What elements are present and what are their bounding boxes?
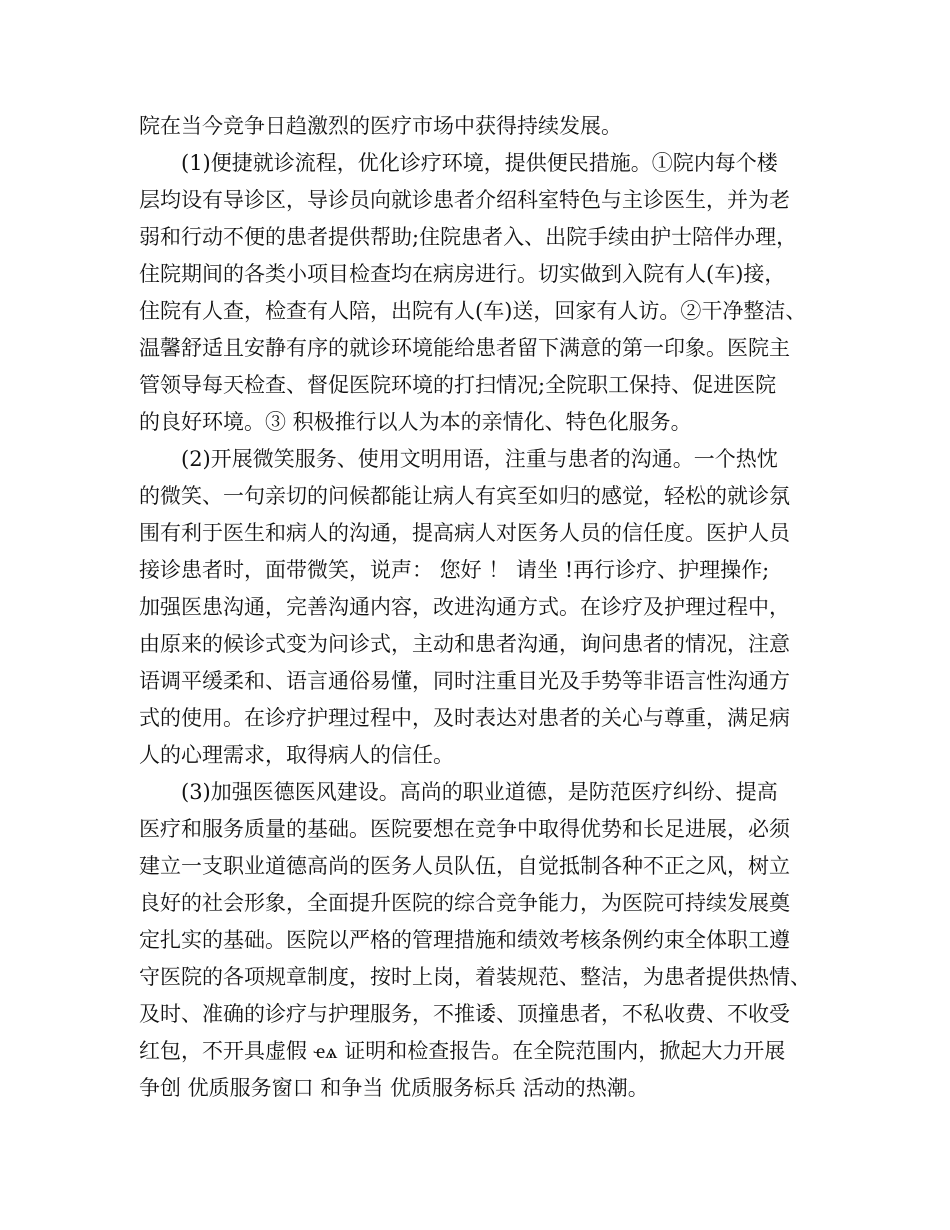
text-line: 加强医患沟通，完善沟通内容，改进沟通方式。在诊疗及护理过程中，	[139, 595, 790, 619]
text-line: 院在当今竞争日趋激烈的医疗市场中获得持续发展。	[139, 114, 622, 138]
text-line: 定扎实的基础。医院以严格的管理措施和绩效考核条例约束全体职工遵	[139, 928, 790, 952]
text-line: 弱和行动不便的患者提供帮助;住院患者入、出院手续由护士陪伴办理，	[139, 225, 798, 249]
text-line: 红包，不开具虚假 ҽѧ 证明和检查报告。在全院范围内，掀起大力开展	[139, 1039, 786, 1063]
text-line: (3)加强医德医风建设。高尚的职业道德，是防范医疗纠纷、提高	[181, 780, 778, 804]
text-line: 接诊患者时，面带微笑，说声： 您好 ！ 请坐 !再行诊疗、护理操作;	[139, 558, 770, 582]
text-line: 守医院的各项规章制度，按时上岗，着装规范、整洁，为患者提供热情、	[139, 965, 811, 989]
text-line: 围有利于医生和病人的沟通，提高病人对医务人员的信任度。医护人员	[139, 521, 790, 545]
text-line: (1)便捷就诊流程，优化诊疗环境，提供便民措施。①院内每个楼	[181, 151, 778, 175]
text-line: 的良好环境。③ 积极推行以人为本的亲情化、特色化服务。	[139, 410, 692, 434]
text-line: 的微笑、一句亲切的问候都能让病人有宾至如归的感觉，轻松的就诊氛	[139, 484, 790, 508]
text-line: 人的心理需求，取得病人的信任。	[139, 743, 454, 767]
text-line: 住院期间的各类小项目检查均在病房进行。切实做到入院有人(车)接，	[139, 262, 786, 286]
text-line: 医疗和服务质量的基础。医院要想在竞争中取得优势和长足进展，必须	[139, 817, 790, 841]
text-line: 层均设有导诊区，导诊员向就诊患者介绍科室特色与主诊医生，并为老	[139, 188, 790, 212]
text-line: 住院有人查，检查有人陪，出院有人(车)送，回家有人访。②干净整洁、	[139, 299, 807, 323]
text-line: 及时、准确的诊疗与护理服务，不推诿、顶撞患者，不私收费、不收受	[139, 1002, 790, 1026]
text-line: 温馨舒适且安静有序的就诊环境能给患者留下满意的第一印象。医院主	[139, 336, 790, 360]
text-line: 式的使用。在诊疗护理过程中，及时表达对患者的关心与尊重，满足病	[139, 706, 790, 730]
text-line: (2)开展微笑服务、使用文明用语，注重与患者的沟通。一个热忱	[181, 447, 778, 471]
text-line: 语调平缓柔和、语言通俗易懂，同时注重目光及手势等非语言性沟通方	[139, 669, 790, 693]
text-line: 良好的社会形象，全面提升医院的综合竞争能力，为医院可持续发展奠	[139, 891, 790, 915]
text-line: 管领导每天检查、督促医院环境的打扫情况;全院职工保持、促进医院	[139, 373, 777, 397]
text-line: 由原来的候诊式变为问诊式，主动和患者沟通，询问患者的情况，注意	[139, 632, 790, 656]
text-line: 争创 优质服务窗口 和争当 优质服务标兵 活动的热潮。	[139, 1076, 649, 1100]
text-line: 建立一支职业道德高尚的医务人员队伍，自觉抵制各种不正之风，树立	[139, 854, 790, 878]
